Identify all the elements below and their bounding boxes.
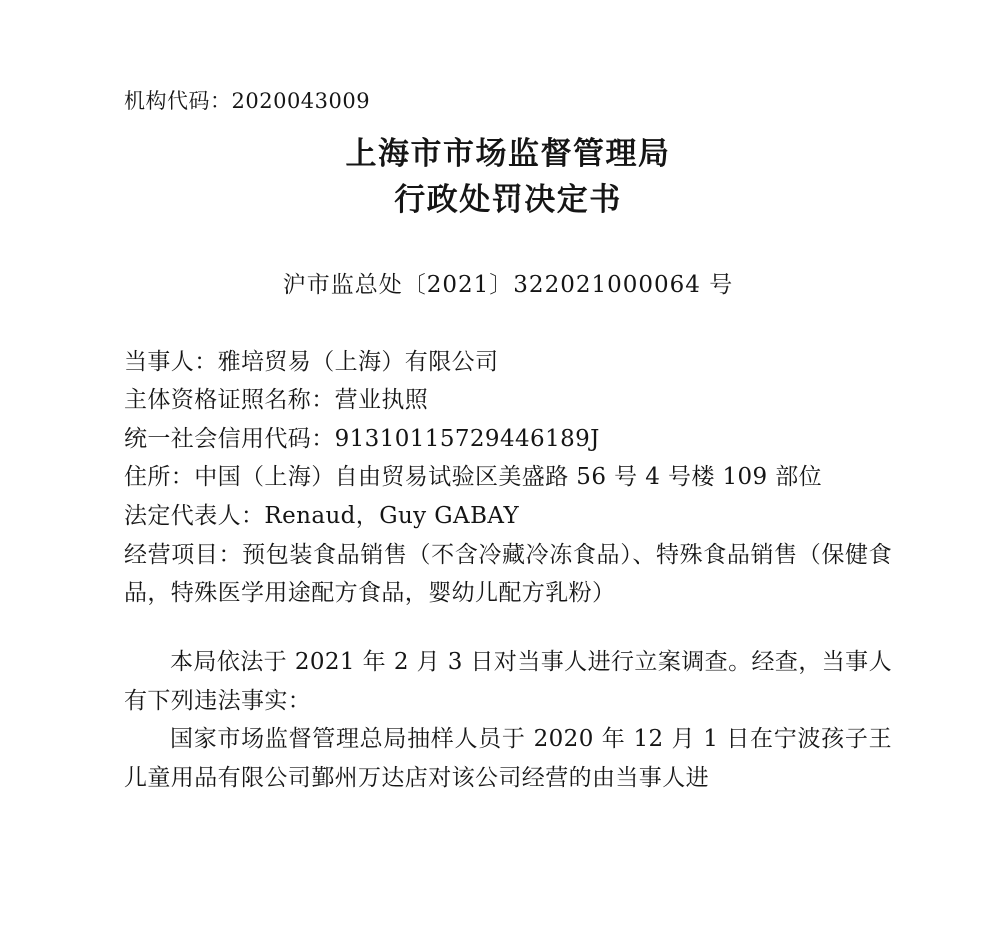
- document-number: 沪市监总处〔2021〕322021000064 号: [282, 271, 734, 298]
- field-address: 住所：中国（上海）自由贸易试验区美盛路 56 号 4 号楼 109 部位: [124, 464, 823, 491]
- field-license-name: 主体资格证照名称：营业执照: [124, 387, 429, 414]
- title-line-1: 上海市市场监督管理局: [345, 135, 671, 172]
- field-credit-code: 统一社会信用代码：91310115729446189J: [124, 425, 600, 452]
- title-line-2: 行政处罚决定书: [394, 181, 622, 218]
- document-title: [124, 132, 892, 222]
- field-party: 当事人：雅培贸易（上海）有限公司: [124, 348, 499, 375]
- field-legal-representative: 法定代表人：Renaud，Guy GABAY: [124, 503, 520, 530]
- document-body: [124, 343, 892, 798]
- field-business-scope: 经营项目：预包装食品销售（不含冷藏冷冻食品）、特殊食品销售（保健食品，特殊医学用途配方食品，婴幼儿配方乳粉）: [124, 541, 892, 607]
- paragraph-case-filing: 本局依法于 2021 年 2 月 3 日对当事人进行立案调查。经查，当事人有下列违法事实：: [124, 648, 892, 714]
- paragraph-sampling: 国家市场监督管理总局抽样人员于 2020 年 12 月 1 日在宁波孩子王儿童用品有限公司鄞州万达店对该公司经营的由当事人进: [124, 726, 892, 791]
- body-spacer: [124, 613, 892, 643]
- org-code: 机构代码：2020043009: [124, 89, 371, 113]
